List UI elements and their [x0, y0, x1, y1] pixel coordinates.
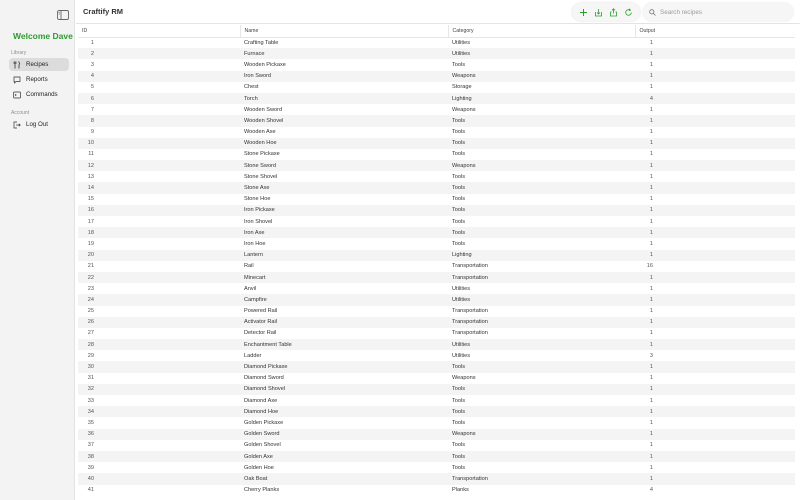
cell-id: 36 [78, 429, 240, 440]
cell-output: 1 [649, 240, 653, 247]
cell-output: 1 [635, 205, 795, 216]
sidebar-item-label: Recipes [26, 61, 49, 68]
cell-id: 24 [78, 294, 240, 305]
cell-category: Tools [452, 442, 466, 449]
cell-id: 4 [78, 71, 240, 82]
cell-category: Transportation [448, 272, 635, 283]
cell-category: Utilities [452, 39, 471, 46]
terminal-icon [13, 91, 21, 99]
cell-output: 1 [649, 39, 653, 46]
cell-category: Tools [452, 419, 466, 426]
cell-category: Utilities [452, 285, 471, 292]
cell-id: 25 [87, 308, 94, 315]
sidebar-item-recipes[interactable] [9, 58, 69, 71]
table-row[interactable] [78, 406, 795, 417]
table-row[interactable] [78, 205, 795, 216]
cell-name: Stone Axe [240, 182, 448, 193]
cell-output: 1 [635, 160, 795, 171]
table-row[interactable] [78, 384, 795, 395]
cell-name: Golden Pickaxe [244, 419, 284, 426]
cell-category: Weapons [452, 106, 476, 113]
cell-output: 1 [649, 129, 653, 136]
cell-id: 5 [90, 84, 94, 91]
cell-output: 1 [635, 294, 795, 305]
search-icon [649, 3, 656, 21]
cell-id: 22 [78, 272, 240, 283]
cell-id: 30 [78, 361, 240, 372]
table-row[interactable] [78, 171, 795, 182]
sidebar-item-label: Reports [26, 76, 48, 83]
share-icon[interactable] [609, 7, 619, 17]
cell-output: 3 [649, 352, 653, 359]
table-row[interactable] [78, 272, 795, 283]
sidebar [0, 0, 75, 500]
cell-id: 21 [87, 263, 94, 270]
cell-name: Oak Boat [240, 473, 448, 484]
cell-output: 1 [649, 308, 653, 315]
table-row[interactable] [78, 440, 795, 451]
cell-output: 1 [635, 250, 795, 261]
cell-category: Transportation [452, 263, 488, 270]
cell-category: Tools [452, 397, 466, 404]
sidebar-item-label: Log Out [26, 121, 49, 128]
table-row[interactable] [78, 283, 795, 294]
cell-name: Diamond Hoe [240, 406, 448, 417]
cell-output: 1 [649, 84, 653, 91]
cell-category: Tools [448, 182, 635, 193]
cell-name: Golden Shovel [244, 442, 281, 449]
cell-category: Utilities [448, 294, 635, 305]
cell-output: 1 [635, 451, 795, 462]
table-row[interactable] [78, 138, 795, 149]
cell-output: 1 [649, 61, 653, 68]
cell-id: 41 [87, 487, 94, 494]
table-row[interactable] [78, 216, 795, 227]
cell-name: Wooden Sword [244, 106, 283, 113]
cell-id: 28 [78, 339, 240, 350]
table-row[interactable] [78, 485, 795, 496]
cell-id: 39 [87, 464, 94, 471]
cell-name: Torch [240, 93, 448, 104]
table-row[interactable] [78, 462, 795, 473]
cell-name: Stone Pickaxe [244, 151, 280, 158]
cell-category: Tools [452, 151, 466, 158]
cell-name: Chest [244, 84, 259, 91]
cell-output: 1 [649, 442, 653, 449]
cell-name: Campfire [240, 294, 448, 305]
table-row[interactable] [78, 149, 795, 160]
cell-name: Iron Hoe [244, 240, 266, 247]
table-row[interactable] [78, 160, 795, 171]
search-input[interactable] [660, 9, 780, 16]
cell-name: Detector Rail [244, 330, 277, 337]
cell-name: Stone Hoe [244, 196, 271, 203]
cell-category: Tools [448, 451, 635, 462]
table-row[interactable] [78, 317, 795, 328]
cell-output: 1 [635, 227, 795, 238]
cell-id: 35 [87, 419, 94, 426]
table-row[interactable] [78, 48, 795, 59]
cell-name: Golden Hoe [244, 464, 274, 471]
cell-name: Enchantment Table [240, 339, 448, 350]
table-row[interactable] [78, 250, 795, 261]
cell-id: 40 [78, 473, 240, 484]
cell-id: 31 [87, 375, 94, 382]
recipes-table [78, 25, 795, 496]
table-row[interactable] [78, 182, 795, 193]
cell-id: 33 [87, 397, 94, 404]
cell-output: 1 [635, 182, 795, 193]
plus-icon[interactable] [579, 7, 589, 17]
cell-output: 1 [635, 272, 795, 283]
download-icon[interactable] [594, 7, 604, 17]
table-row[interactable] [78, 361, 795, 372]
cell-output: 1 [635, 361, 795, 372]
cell-category: Tools [452, 196, 466, 203]
cell-name: Stone Shovel [244, 173, 278, 180]
cell-category: Transportation [452, 308, 488, 315]
table-row[interactable] [78, 328, 795, 339]
cell-output: 1 [649, 173, 653, 180]
cell-id: 19 [87, 240, 94, 247]
cell-name: Diamond Pickaxe [240, 361, 448, 372]
table-row[interactable] [78, 339, 795, 350]
cell-category: Tools [448, 406, 635, 417]
cell-id: 6 [78, 93, 240, 104]
sidebar-item-commands[interactable] [9, 88, 69, 101]
cell-category: Weapons [448, 71, 635, 82]
cell-id: 16 [78, 205, 240, 216]
column-header-output[interactable]: Output [635, 25, 795, 37]
cell-category: Transportation [452, 330, 488, 337]
table-body [78, 37, 795, 496]
cell-name: Furnace [240, 48, 448, 59]
cell-name: Powered Rail [244, 308, 278, 315]
cell-category: Utilities [452, 352, 471, 359]
cell-category: Tools [448, 115, 635, 126]
cell-id: 12 [78, 160, 240, 171]
table-row[interactable] [78, 227, 795, 238]
table-row[interactable] [78, 395, 795, 406]
cell-category: Tools [448, 361, 635, 372]
cell-id: 2 [78, 48, 240, 59]
table-row[interactable] [78, 373, 795, 384]
table-header-row [78, 25, 795, 37]
cell-id: 20 [78, 250, 240, 261]
cell-id: 18 [78, 227, 240, 238]
cell-id: 11 [88, 151, 94, 158]
cell-name: Anvil [244, 285, 257, 292]
sidebar-item-label: Commands [26, 91, 58, 98]
table-row[interactable] [78, 104, 795, 115]
cell-output: 1 [635, 115, 795, 126]
cell-name: Rail [244, 263, 254, 270]
table-row[interactable] [78, 261, 795, 272]
table-row[interactable] [78, 71, 795, 82]
cell-category: Planks [452, 487, 469, 494]
cell-output: 1 [635, 473, 795, 484]
cell-name: Ladder [244, 352, 262, 359]
cell-id: 7 [90, 106, 94, 113]
cell-name: Wooden Hoe [240, 138, 448, 149]
table-row[interactable] [78, 417, 795, 428]
cell-output: 1 [649, 285, 653, 292]
cell-output: 1 [649, 397, 653, 404]
cell-name: Cherry Planks [244, 487, 280, 494]
cell-category: Tools [448, 384, 635, 395]
cell-id: 29 [87, 352, 94, 359]
table-row[interactable] [78, 194, 795, 205]
cell-name: Wooden Axe [244, 129, 276, 136]
cell-output: 1 [635, 317, 795, 328]
cell-output: 1 [635, 138, 795, 149]
cell-id: 8 [78, 115, 240, 126]
cell-name: Diamond Axe [244, 397, 278, 404]
table-row[interactable] [78, 451, 795, 462]
cell-output: 1 [649, 196, 653, 203]
cell-output: 1 [649, 375, 653, 382]
cell-id: 34 [78, 406, 240, 417]
cell-id: 13 [87, 173, 94, 180]
recipes-table-container [78, 25, 795, 500]
refresh-icon[interactable] [624, 7, 634, 17]
cell-name: Wooden Shovel [240, 115, 448, 126]
cell-output: 1 [635, 384, 795, 395]
cell-category: Transportation [448, 317, 635, 328]
cell-id: 14 [78, 182, 240, 193]
cell-name: Wooden Pickaxe [244, 61, 286, 68]
cell-name: Golden Axe [240, 451, 448, 462]
cell-name: Iron Axe [240, 227, 448, 238]
cell-output: 1 [635, 406, 795, 417]
cell-name: Stone Sword [240, 160, 448, 171]
toolbar [572, 3, 640, 21]
cell-category: Transportation [448, 473, 635, 484]
cell-category: Tools [448, 227, 635, 238]
cell-id: 37 [87, 442, 94, 449]
cell-output: 1 [649, 464, 653, 471]
column-header-name[interactable]: Name [240, 25, 448, 37]
cell-output: 1 [649, 330, 653, 337]
cell-category: Tools [448, 138, 635, 149]
cell-category: Weapons [452, 375, 476, 382]
cell-category: Tools [452, 240, 466, 247]
table-row[interactable] [78, 127, 795, 138]
column-header-category[interactable]: Category [448, 25, 635, 37]
cell-category: Utilities [448, 339, 635, 350]
sidebar-item-reports[interactable] [9, 73, 69, 86]
cell-category: Tools [452, 173, 466, 180]
cell-name: Iron Sword [240, 71, 448, 82]
cell-id: 9 [90, 129, 94, 136]
section-label-account: Account [11, 110, 30, 116]
table-row[interactable] [78, 93, 795, 104]
cell-category: Tools [452, 464, 466, 471]
app-title: Craftify RM [83, 7, 124, 16]
cell-category: Tools [448, 205, 635, 216]
welcome-heading: Welcome Dave [13, 31, 73, 41]
cell-name: Diamond Sword [244, 375, 284, 382]
cell-id: 26 [78, 317, 240, 328]
cell-output: 1 [649, 151, 653, 158]
section-label-library: Library [11, 50, 27, 56]
sidebar-toggle-icon[interactable] [57, 7, 69, 17]
table-row[interactable] [78, 59, 795, 70]
cell-category: Weapons [448, 160, 635, 171]
cell-category: Tools [452, 129, 466, 136]
cell-name: Crafting Table [244, 39, 279, 46]
cell-name: Lantern [240, 250, 448, 261]
cell-name: Iron Pickaxe [240, 205, 448, 216]
cell-name: Activator Rail [240, 317, 448, 328]
logout-icon [13, 121, 21, 129]
table-row[interactable] [78, 115, 795, 126]
column-header-id[interactable]: ID [78, 25, 240, 37]
cell-category: Lighting [448, 93, 635, 104]
cell-name: Golden Sword [240, 429, 448, 440]
search-bar[interactable] [643, 3, 793, 21]
cell-output: 4 [649, 487, 653, 494]
table-row[interactable] [78, 37, 795, 48]
cell-id: 15 [87, 196, 94, 203]
table-row[interactable] [78, 350, 795, 361]
header [76, 0, 800, 24]
table-row[interactable] [78, 306, 795, 317]
cell-output: 1 [635, 429, 795, 440]
sidebar-item-logout[interactable] [9, 118, 69, 131]
cell-id: 32 [78, 384, 240, 395]
table-row[interactable] [78, 473, 795, 484]
cell-output: 16 [646, 263, 653, 270]
cell-output: 1 [649, 218, 653, 225]
cell-name: Diamond Shovel [240, 384, 448, 395]
cell-name: Iron Shovel [244, 218, 273, 225]
cell-output: 1 [635, 48, 795, 59]
fork-knife-icon [13, 61, 21, 69]
cell-output: 1 [649, 106, 653, 113]
cell-id: 23 [87, 285, 94, 292]
cell-output: 1 [635, 339, 795, 350]
cell-category: Tools [452, 61, 466, 68]
cell-id: 10 [78, 138, 240, 149]
table-row[interactable] [78, 238, 795, 249]
cell-name: Minecart [240, 272, 448, 283]
cell-category: Utilities [448, 48, 635, 59]
cell-output: 4 [635, 93, 795, 104]
cell-output: 1 [649, 419, 653, 426]
cell-id: 3 [90, 61, 94, 68]
cell-category: Storage [452, 84, 472, 91]
cell-output: 1 [635, 71, 795, 82]
cell-category: Weapons [448, 429, 635, 440]
table-row[interactable] [78, 429, 795, 440]
cell-id: 1 [90, 39, 94, 46]
cell-category: Tools [452, 218, 466, 225]
chat-bubble-icon [13, 76, 21, 84]
table-row[interactable] [78, 82, 795, 93]
cell-id: 38 [78, 451, 240, 462]
table-row[interactable] [78, 294, 795, 305]
cell-id: 27 [87, 330, 94, 337]
cell-category: Lighting [448, 250, 635, 261]
cell-id: 17 [87, 218, 94, 225]
